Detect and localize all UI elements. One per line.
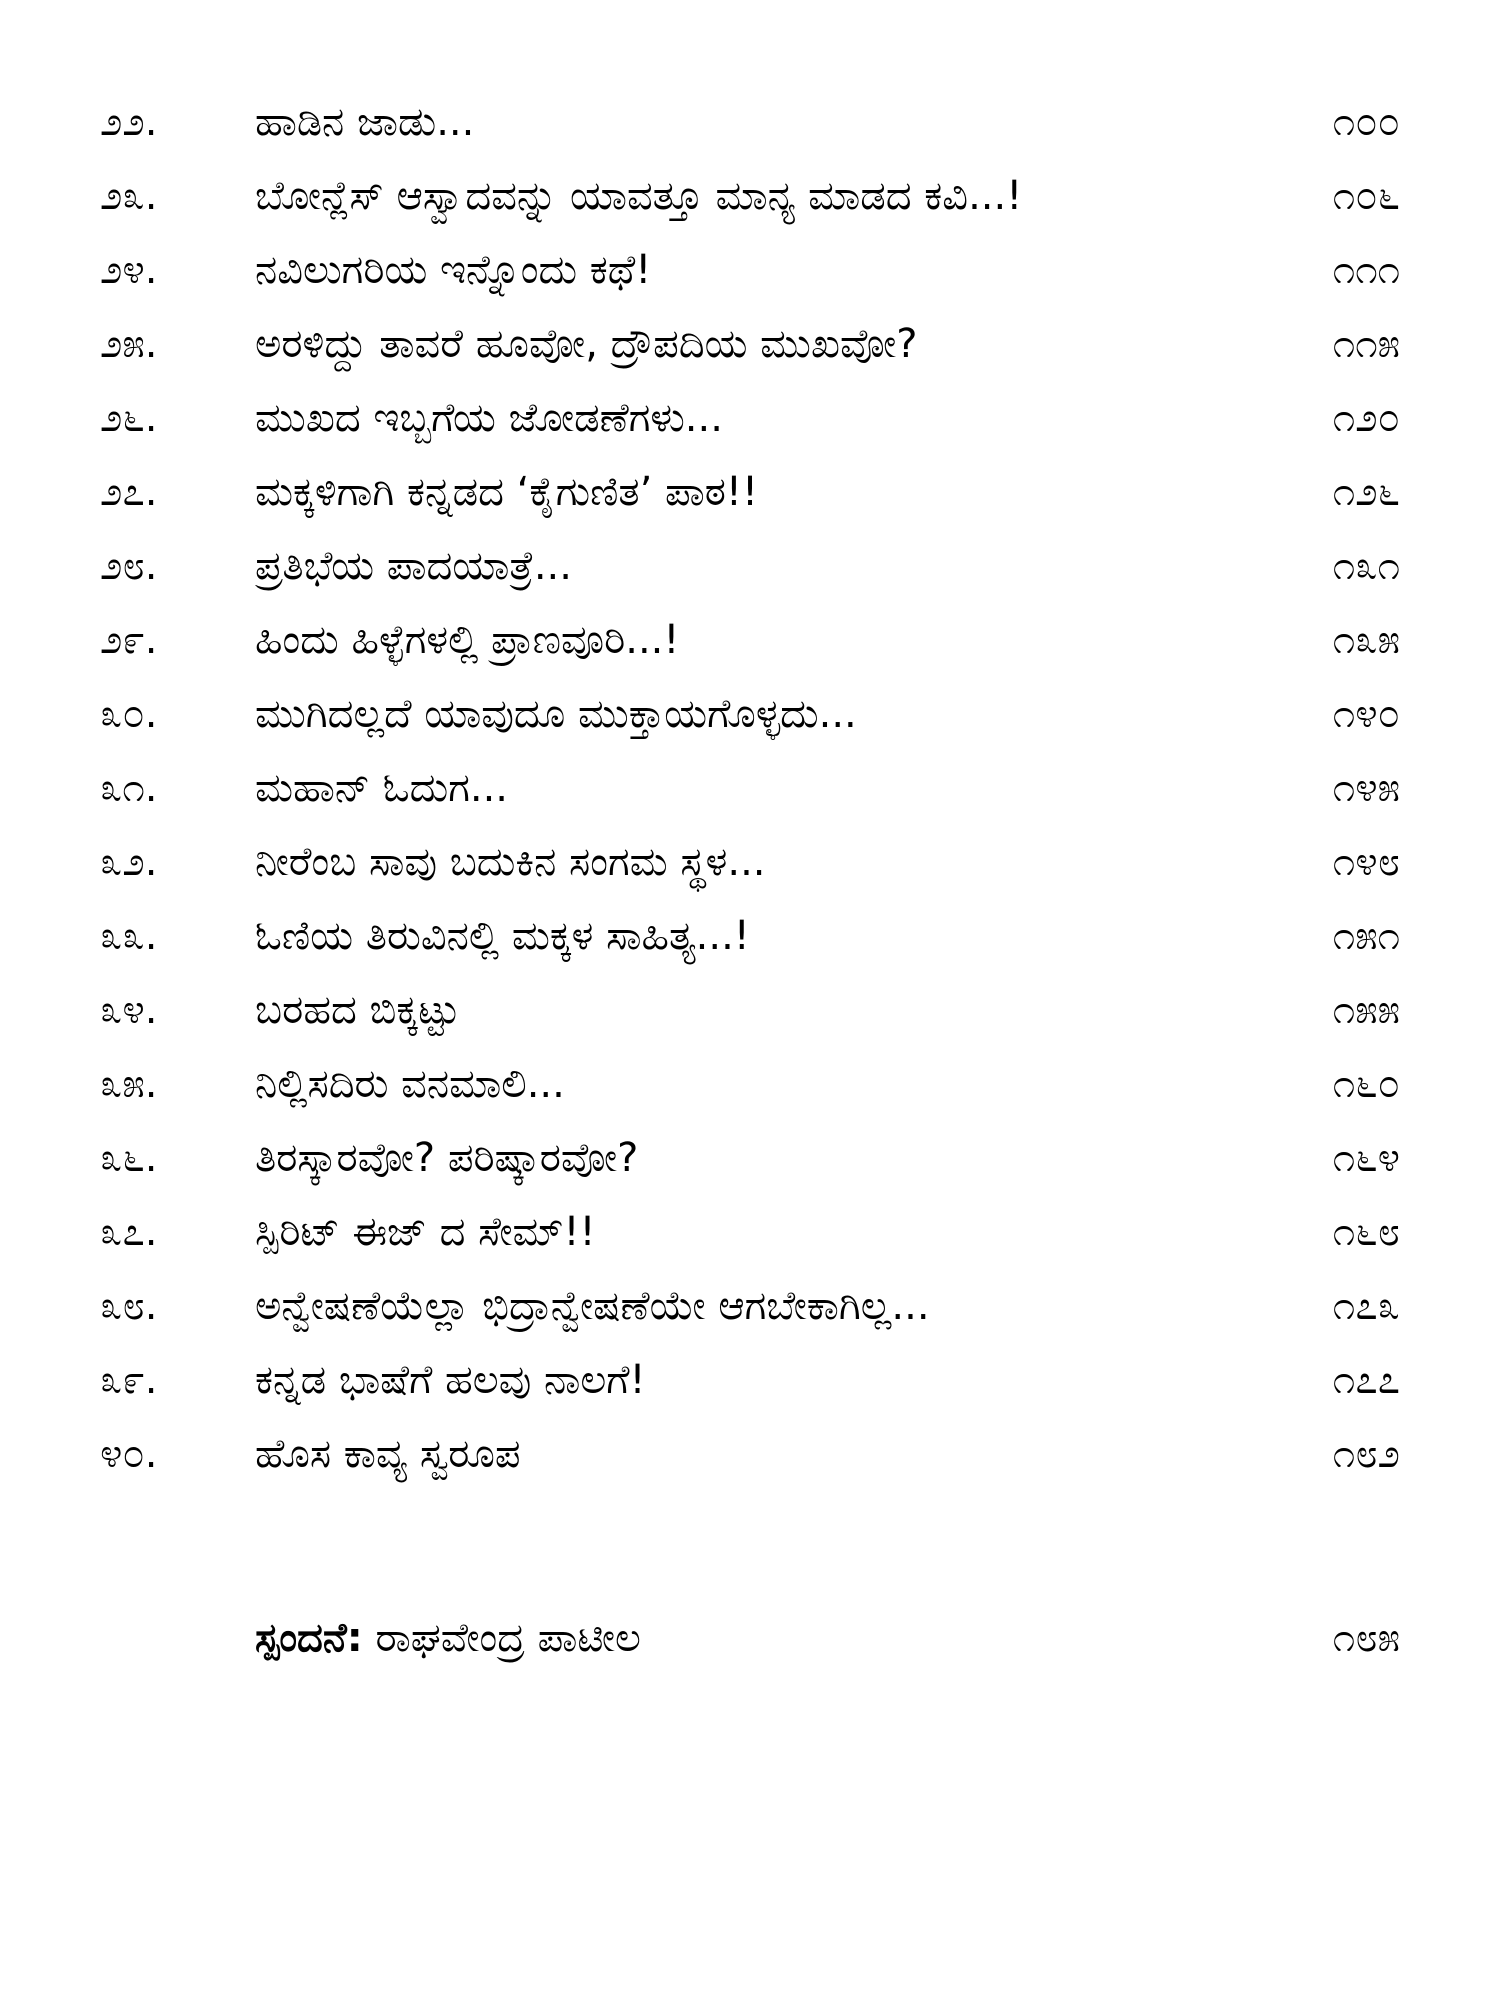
entry-title: ಬರಹದ ಬಿಕ್ಕಟ್ಟು bbox=[255, 987, 460, 1033]
entry-title: ಸ್ಪಿರಿಟ್ ಈಜ್ ದ ಸೇಮ್!! bbox=[255, 1209, 596, 1255]
toc-entry bbox=[0, 166, 1500, 226]
entry-number: ೨೫. bbox=[100, 321, 158, 367]
entry-title: ನಿಲ್ಲಿಸದಿರು ವನಮಾಲಿ... bbox=[255, 1061, 565, 1107]
toc-entry bbox=[0, 1350, 1500, 1410]
entry-page-number: ೧೬೮ bbox=[1332, 1209, 1400, 1255]
entry-number: ೩೪. bbox=[100, 987, 158, 1033]
response-entry bbox=[0, 1608, 1500, 1668]
toc-entry bbox=[0, 906, 1500, 966]
toc-entry bbox=[0, 1276, 1500, 1336]
toc-entry bbox=[0, 980, 1500, 1040]
entry-page-number: ೧೪೫ bbox=[1332, 765, 1400, 811]
entry-number: ೪೦. bbox=[100, 1431, 158, 1477]
entry-title: ಮುಖದ ಇಬ್ಬಗೆಯ ಜೋಡಣೆಗಳು... bbox=[255, 395, 723, 441]
entry-page-number: ೧೦೦ bbox=[1332, 99, 1400, 145]
response-author: ರಾಘವೇಂದ್ರ ಪಾಟೀಲ bbox=[375, 1615, 641, 1661]
entry-number: ೩೫. bbox=[100, 1061, 158, 1107]
entry-page-number: ೧೩೫ bbox=[1332, 617, 1400, 663]
entry-title: ಓಣಿಯ ತಿರುವಿನಲ್ಲಿ ಮಕ್ಕಳ ಸಾಹಿತ್ಯ...! bbox=[255, 913, 750, 959]
entry-page-number: ೧೬೦ bbox=[1332, 1061, 1400, 1107]
toc-entry bbox=[0, 832, 1500, 892]
entry-number: ೨೩. bbox=[100, 173, 158, 219]
toc-entry bbox=[0, 1128, 1500, 1188]
entry-number: ೩೭. bbox=[100, 1209, 158, 1255]
entry-title: ಬೋನ್ಲೆಸ್ ಆಸ್ವಾದವನ್ನು ಯಾವತ್ತೂ ಮಾನ್ಯ ಮಾಡದ ಕವಿ...! bbox=[255, 173, 1023, 219]
entry-number: ೩೯. bbox=[100, 1357, 158, 1403]
toc-entry bbox=[0, 462, 1500, 522]
entry-page-number: ೧೦೬ bbox=[1332, 173, 1400, 219]
entry-title: ಮಹಾನ್ ಓದುಗ... bbox=[255, 765, 509, 811]
entry-title: ನೀರೆಂಬ ಸಾವು ಬದುಕಿನ ಸಂಗಮ ಸ್ಥಳ... bbox=[255, 839, 766, 885]
toc-entry bbox=[0, 314, 1500, 374]
entry-page-number: ೧೨೬ bbox=[1332, 469, 1400, 515]
entry-title: ಪ್ರತಿಭೆಯ ಪಾದಯಾತ್ರೆ... bbox=[255, 543, 572, 589]
entry-title: ಹಿಂದು ಹಿಳ್ಳೆಗಳಲ್ಲಿ ಪ್ರಾಣವೂರಿ...! bbox=[255, 617, 680, 663]
toc-entry bbox=[0, 92, 1500, 152]
toc-entry bbox=[0, 1202, 1500, 1262]
response-entry-title bbox=[255, 1608, 1265, 1668]
entry-number: ೨೨. bbox=[100, 99, 158, 145]
entry-number: ೩೧. bbox=[100, 765, 158, 811]
entry-page-number: ೧೫೧ bbox=[1332, 913, 1400, 959]
entry-page-number: ೧೪೦ bbox=[1332, 691, 1400, 737]
toc-entry bbox=[0, 758, 1500, 818]
entry-page-number: ೧೧೧ bbox=[1332, 247, 1400, 293]
entry-title: ಮಕ್ಕಳಿಗಾಗಿ ಕನ್ನಡದ ‘ಕೈಗುಣಿತ’ ಪಾಠ!! bbox=[255, 469, 759, 515]
entry-title: ಅನ್ವೇಷಣೆಯೆಲ್ಲಾ ಭಿದ್ರಾನ್ವೇಷಣೆಯೇ ಆಗಬೇಕಾಗಿಲ್ಲ... bbox=[255, 1283, 930, 1329]
entry-title: ನವಿಲುಗರಿಯ ಇನ್ನೊಂದು ಕಥೆ! bbox=[255, 247, 652, 293]
entry-number: ೨೪. bbox=[100, 247, 158, 293]
response-page-number: ೧೮೫ bbox=[1332, 1615, 1400, 1661]
toc-entry bbox=[0, 388, 1500, 448]
entry-title: ಮುಗಿದಲ್ಲದೆ ಯಾವುದೂ ಮುಕ್ತಾಯಗೊಳ್ಳದು... bbox=[255, 691, 857, 737]
toc-entry bbox=[0, 536, 1500, 596]
entry-number: ೨೯. bbox=[100, 617, 158, 663]
entry-number: ೩೬. bbox=[100, 1135, 158, 1181]
entry-number: ೩೮. bbox=[100, 1283, 158, 1329]
entry-title: ಕನ್ನಡ ಭಾಷೆಗೆ ಹಲವು ನಾಲಗೆ! bbox=[255, 1357, 646, 1403]
entry-page-number: ೧೫೫ bbox=[1332, 987, 1400, 1033]
toc-entry bbox=[0, 610, 1500, 670]
entry-title: ಅರಳಿದ್ದು ತಾವರೆ ಹೂವೋ, ದ್ರೌಪದಿಯ ಮುಖವೋ? bbox=[255, 321, 918, 367]
entry-page-number: ೧೭೭ bbox=[1332, 1357, 1400, 1403]
entry-number: ೨೬. bbox=[100, 395, 158, 441]
toc-entry bbox=[0, 684, 1500, 744]
response-label: ಸ್ಪಂದನೆ: bbox=[255, 1615, 363, 1661]
entry-page-number: ೧೮೨ bbox=[1332, 1431, 1400, 1477]
entry-page-number: ೧೪೮ bbox=[1332, 839, 1400, 885]
entry-page-number: ೧೭೩ bbox=[1332, 1283, 1400, 1329]
toc-entry bbox=[0, 240, 1500, 300]
entry-page-number: ೧೨೦ bbox=[1332, 395, 1400, 441]
entry-number: ೨೮. bbox=[100, 543, 158, 589]
toc-entry bbox=[0, 1054, 1500, 1114]
entry-title: ಹೊಸ ಕಾವ್ಯ ಸ್ವರೂಪ bbox=[255, 1431, 521, 1477]
entry-page-number: ೧೩೧ bbox=[1332, 543, 1400, 589]
entry-number: ೩೩. bbox=[100, 913, 158, 959]
entry-number: ೨೭. bbox=[100, 469, 158, 515]
entry-title: ಹಾಡಿನ ಜಾಡು... bbox=[255, 99, 475, 145]
toc-entry bbox=[0, 1424, 1500, 1484]
entry-number: ೩೦. bbox=[100, 691, 158, 737]
entry-number: ೩೨. bbox=[100, 839, 158, 885]
entry-title: ತಿರಸ್ಕಾರವೋ? ಪರಿಷ್ಕಾರವೋ? bbox=[255, 1135, 639, 1181]
entry-page-number: ೧೬೪ bbox=[1332, 1135, 1400, 1181]
entry-page-number: ೧೧೫ bbox=[1332, 321, 1400, 367]
